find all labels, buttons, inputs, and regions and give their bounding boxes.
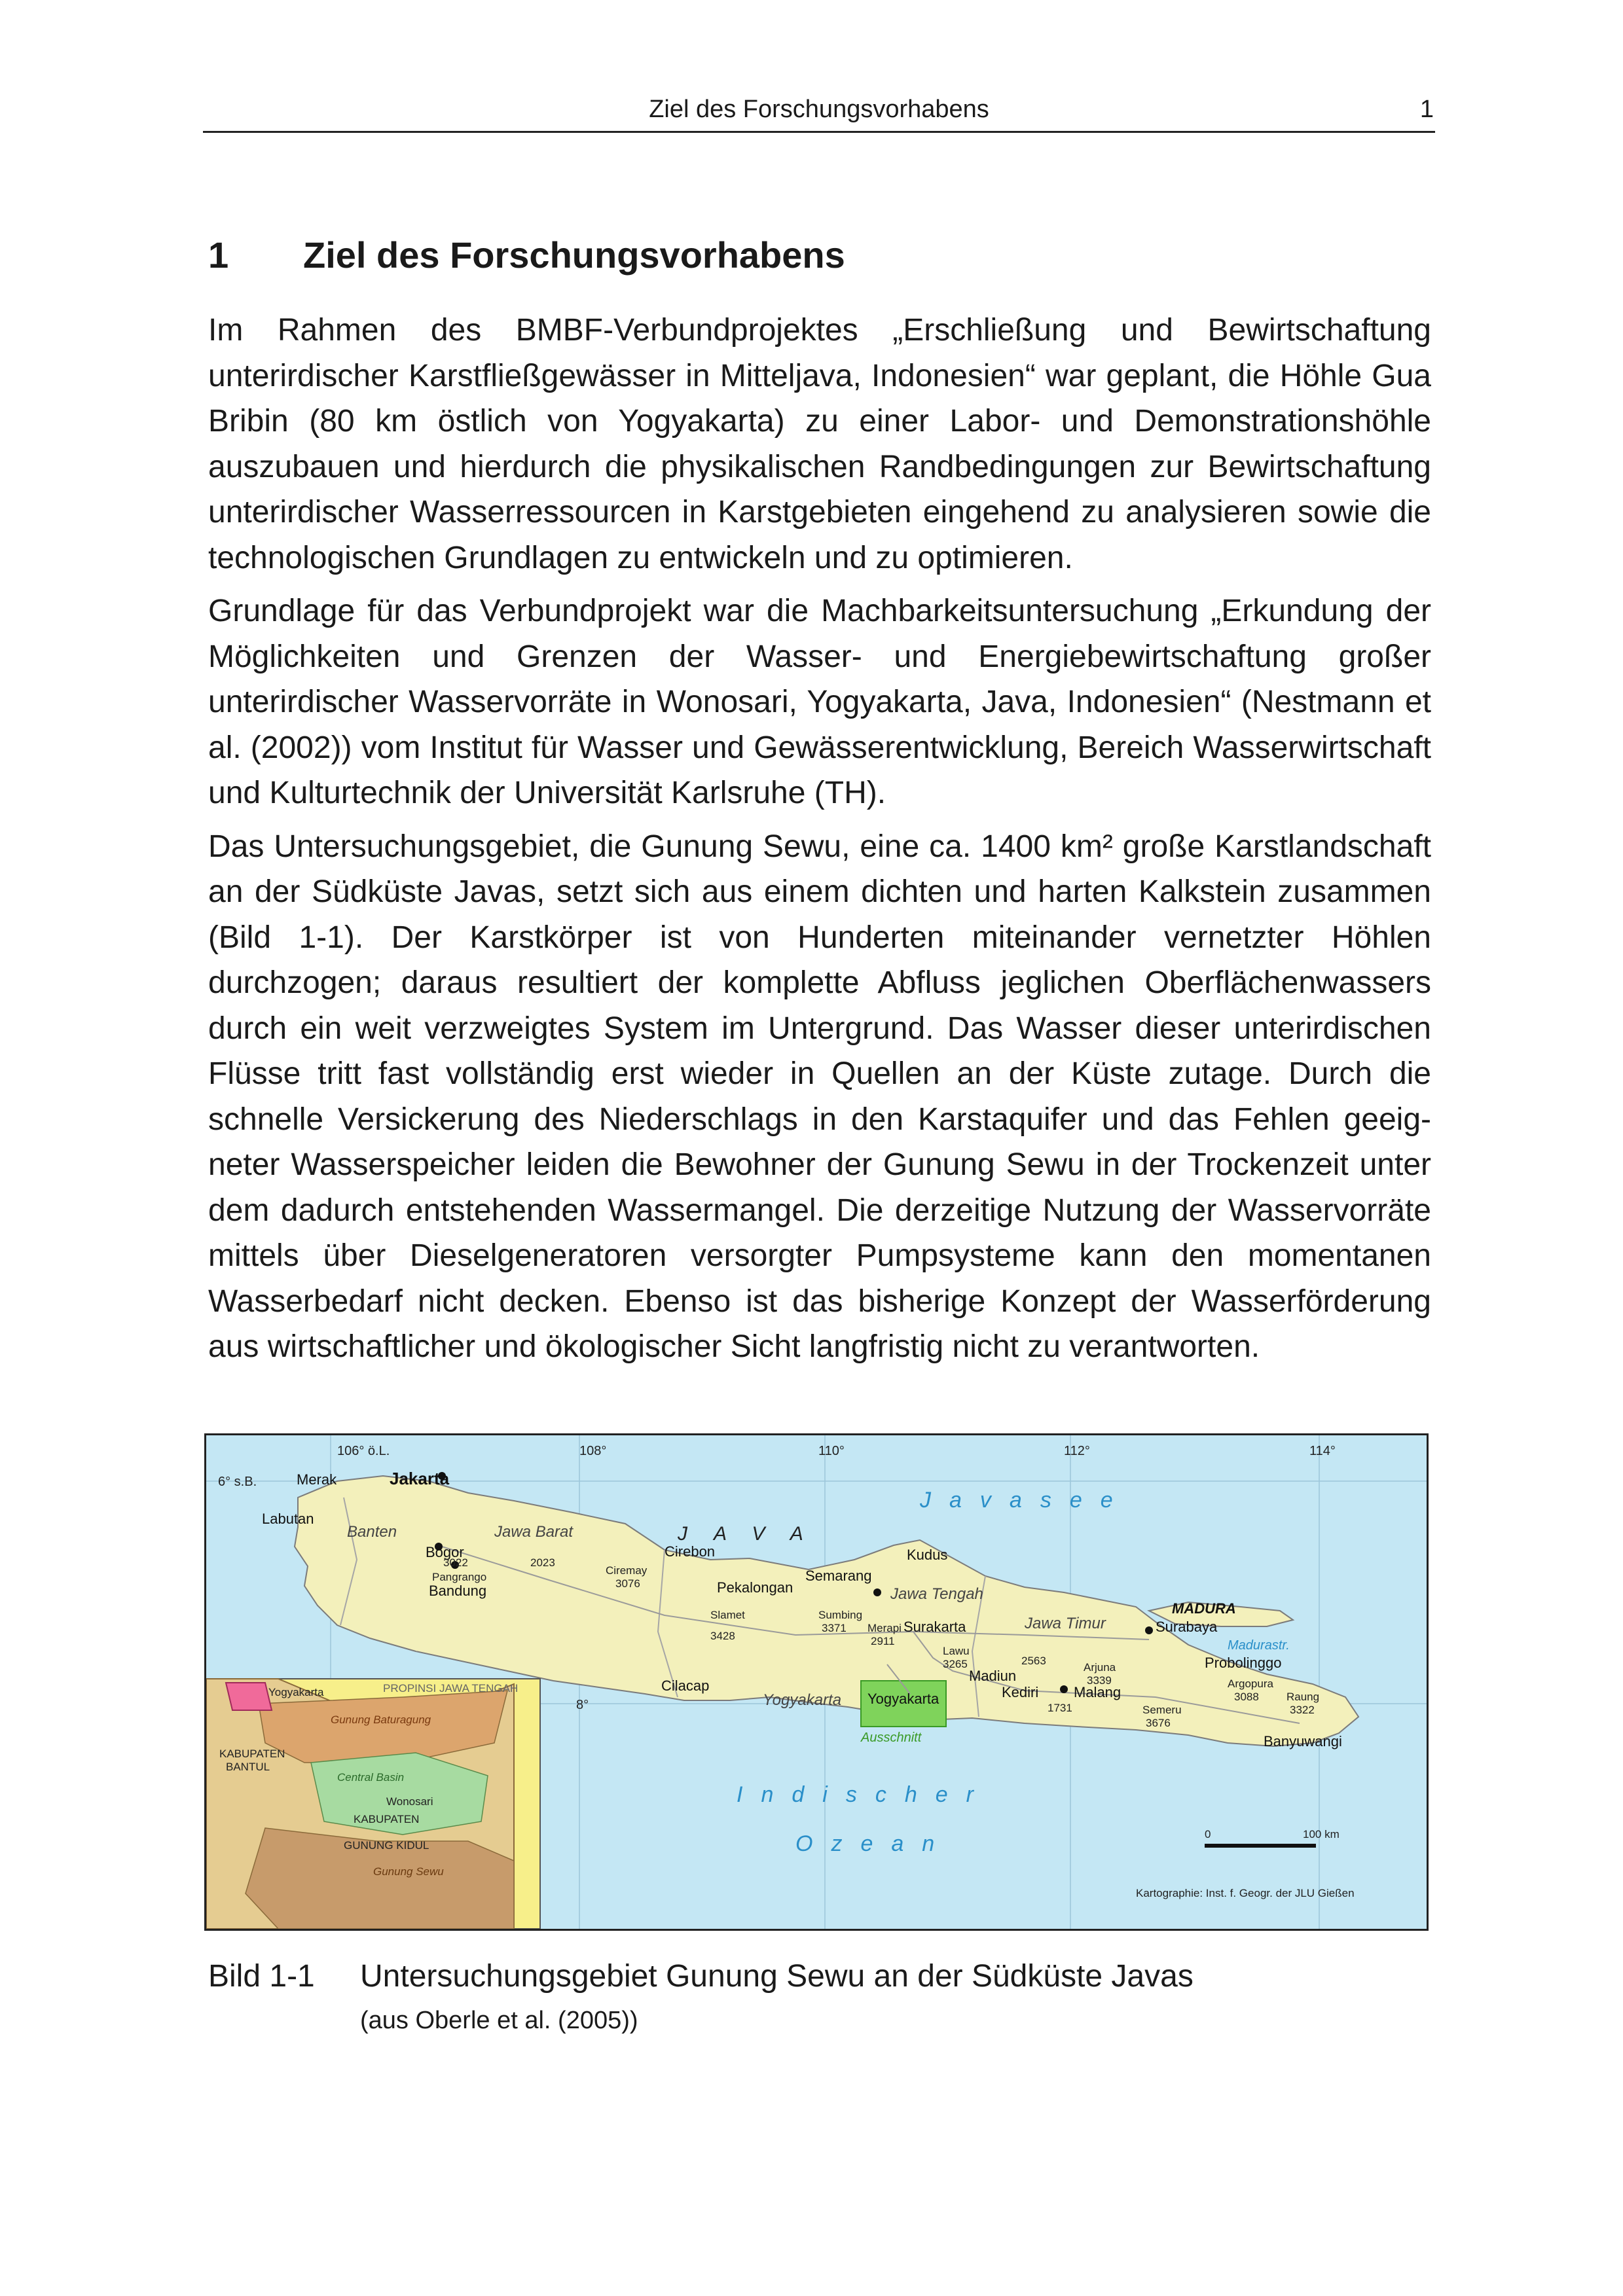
city-pekalongan: Pekalongan bbox=[717, 1579, 793, 1596]
city-cirebon: Cirebon bbox=[665, 1543, 716, 1560]
inset-label: Yogyakarta bbox=[268, 1686, 324, 1698]
city-probolinggo: Probolinggo bbox=[1205, 1655, 1282, 1671]
inset-label: GUNUNG KIDUL bbox=[344, 1839, 429, 1852]
peak-name: Argopura bbox=[1228, 1677, 1273, 1690]
city-banyuwangi: Banyuwangi bbox=[1264, 1733, 1342, 1749]
paragraph: Das Untersuchungsgebiet, die Gunung Sewu, eine ca. 1400 km² große Karstlandschaft an der Südküste Javas, setzt sich aus einem dichten und harten Kalkstein zusammen (Bild 1-1). Der Karstkörper ist von Hunderten miteinander vernetzter Höhlen durchzogen; daraus resultiert der komplette Abfluss jeglichen Oberflächenwassers durch ein weit verzweigtes System im Untergrund. Das Wasser dieser unterirdischen Flüsse tritt fast vollständig erst wieder in Quellen an der Küste zutage. Durch die schnelle Versickerung des Niederschlags in den Karstaquifer und das Fehlen geeigneter Wasserspeicher leiden die Bewohner der Gunung Sewu in der Trockenzeit unter dem dadurch entstehenden Wassermangel. Die derzeitige Nutzung der Wasservorräte mittels über Dieselgeneratoren versorgter Pumpsysteme kann den momentanen Wasserbedarf nicht decken. Ebenso ist das bisherige Konzept der Wasserförderung aus wirtschaftlicher und ökologischer Sicht langfristig nicht zu verantworten. bbox=[208, 829, 1431, 1364]
inset-label: Wonosari bbox=[386, 1795, 433, 1808]
city-semarang: Semarang bbox=[805, 1568, 872, 1584]
page-number: 1 bbox=[1419, 96, 1434, 123]
figure-label: Bild 1-1 bbox=[208, 1959, 315, 1994]
city-surabaya: Surabaya bbox=[1156, 1619, 1218, 1635]
inset-label: Gunung Baturagung bbox=[331, 1713, 431, 1726]
sea-label-indischer: Indischer bbox=[737, 1782, 992, 1807]
running-header bbox=[203, 93, 1435, 133]
map-credit: Kartographie: Inst. f. Geogr. der JLU Gießen bbox=[1136, 1887, 1355, 1899]
peak-elevation: 2023 bbox=[530, 1556, 555, 1569]
body-text bbox=[208, 308, 1431, 1378]
inset-label: Gunung Sewu bbox=[373, 1865, 444, 1878]
chapter-heading bbox=[208, 229, 845, 281]
peak-elevation: 2911 bbox=[871, 1635, 895, 1647]
city-labutan: Labutan bbox=[262, 1511, 314, 1527]
city-bandung: Bandung bbox=[429, 1583, 487, 1599]
sea-label-madurastr: Madurastr. bbox=[1228, 1638, 1290, 1653]
peak-name: Lawu bbox=[943, 1645, 970, 1657]
chapter-number: 1 bbox=[208, 234, 229, 276]
peak-elevation: 3265 bbox=[943, 1658, 968, 1670]
inset-yogyakarta-region bbox=[226, 1683, 272, 1710]
peak-elevation: 3339 bbox=[1087, 1674, 1112, 1687]
peak-name: Arjuna bbox=[1084, 1661, 1116, 1674]
city-merak: Merak bbox=[297, 1471, 337, 1488]
peak-elevation: 3022 bbox=[443, 1556, 468, 1569]
peak-name: Raung bbox=[1286, 1691, 1320, 1703]
peak-elevation: 3322 bbox=[1290, 1704, 1315, 1716]
figure-caption bbox=[208, 1957, 1194, 1996]
sea-label-javasee: Javasee bbox=[920, 1488, 1131, 1513]
peak-name: Semeru bbox=[1142, 1704, 1182, 1716]
inset-label: BANTUL bbox=[226, 1761, 270, 1773]
city-cilacap: Cilacap bbox=[661, 1677, 710, 1694]
peak-elevation: 2563 bbox=[1021, 1655, 1046, 1667]
inset-label: KABUPATEN bbox=[219, 1748, 285, 1760]
lon-label: 108° bbox=[579, 1444, 607, 1458]
lat-label: 6° s.B. bbox=[218, 1475, 257, 1489]
province-yogyakarta: Yogyakarta bbox=[763, 1691, 842, 1709]
lon-label: 112° bbox=[1064, 1444, 1090, 1458]
peak-name: Sumbing bbox=[818, 1609, 863, 1621]
peak-elevation: 3676 bbox=[1146, 1717, 1171, 1729]
scale-zero: 0 bbox=[1205, 1828, 1211, 1840]
peak-name: Ciremay bbox=[606, 1564, 647, 1577]
island-label-java: JAVA bbox=[678, 1523, 830, 1545]
lon-label: 110° bbox=[818, 1444, 845, 1458]
scale-bar bbox=[1205, 1844, 1316, 1848]
paragraph: Grundlage für das Verbundprojekt war die Machbarkeitsuntersuchung „Erkundung der Möglichkeiten und Grenzen der Wasser- und Energiebewirtschaftung großer unterirdischer Wasservorräte in Wonosari, Yogyakarta, Java, Indonesien“ (Nestmann et al. (2002)) vom Institut für Wasser und Gewässerentwicklung, Bereich Wasserwirtschaft und Kulturtechnik der Universität Karlsruhe (TH). bbox=[208, 594, 1431, 810]
peak-elevation: 3428 bbox=[710, 1630, 735, 1642]
java-map-figure bbox=[204, 1433, 1429, 1931]
province-jawa-tengah: Jawa Tengah bbox=[890, 1585, 983, 1603]
inset-label: PROPINSI JAWA TENGAH bbox=[383, 1682, 519, 1695]
peak-name: Merapi bbox=[867, 1622, 902, 1634]
lat-label: 8° bbox=[576, 1698, 589, 1712]
lon-label: 106° ö.L. bbox=[337, 1444, 390, 1458]
province-banten: Banten bbox=[347, 1523, 397, 1541]
paragraph: Im Rahmen des BMBF-Verbundprojektes „Erschließung und Bewirtschaftung unterirdischer Karstfließgewässer in Mitteljava, Indonesien“ war geplant, die Höhle Gua Bribin (80 km östlich von Yogyakarta) zu einer Labor- und Demonstrationshöhle auszubauen und hierdurch die physikalischen Randbedingungen zur Bewirtschaftung unterirdischer Wasserressourcen in Karstgebieten eingehend zu analysieren sowie die technologischen Grundlagen zu entwickeln und zu optimieren. bbox=[208, 313, 1431, 575]
figure-source: (aus Oberle et al. (2005)) bbox=[360, 2007, 638, 2034]
running-header-title: Ziel des Forschungsvorhabens bbox=[649, 96, 989, 123]
inset-label: Central Basin bbox=[337, 1771, 405, 1784]
city-madiun: Madiun bbox=[969, 1668, 1017, 1684]
ausschnitt-label: Ausschnitt bbox=[861, 1731, 922, 1745]
city-malang: Malang bbox=[1074, 1684, 1122, 1700]
province-jawa-timur: Jawa Timur bbox=[1025, 1615, 1106, 1632]
city-jakarta: Jakarta bbox=[390, 1469, 450, 1488]
java-map bbox=[206, 1435, 1427, 1929]
island-label-madura: MADURA bbox=[1172, 1600, 1236, 1617]
chapter-title: Ziel des Forschungsvorhabens bbox=[303, 234, 845, 276]
city-kudus: Kudus bbox=[907, 1547, 948, 1563]
city-bogor: Bogor bbox=[426, 1544, 464, 1560]
city-kediri: Kediri bbox=[1002, 1684, 1039, 1700]
peak-elevation: 3371 bbox=[822, 1622, 847, 1634]
province-jawa-barat: Jawa Barat bbox=[494, 1523, 574, 1541]
figure-caption-text: Untersuchungsgebiet Gunung Sewu an der Südküste Javas bbox=[360, 1959, 1194, 1994]
peak-elevation: 1731 bbox=[1048, 1702, 1072, 1714]
scale-max: 100 km bbox=[1303, 1828, 1340, 1840]
peak-name: Pangrango bbox=[432, 1571, 487, 1583]
peak-elevation: 3088 bbox=[1234, 1691, 1259, 1703]
city-surakarta: Surakarta bbox=[903, 1619, 966, 1635]
peak-name: Slamet bbox=[710, 1609, 745, 1621]
inset-label: KABUPATEN bbox=[354, 1813, 420, 1825]
sea-label-ozean: Ozean bbox=[795, 1831, 953, 1856]
lon-label: 114° bbox=[1309, 1444, 1336, 1458]
peak-elevation: 3076 bbox=[615, 1577, 640, 1590]
city-yogyakarta: Yogyakarta bbox=[867, 1691, 939, 1707]
